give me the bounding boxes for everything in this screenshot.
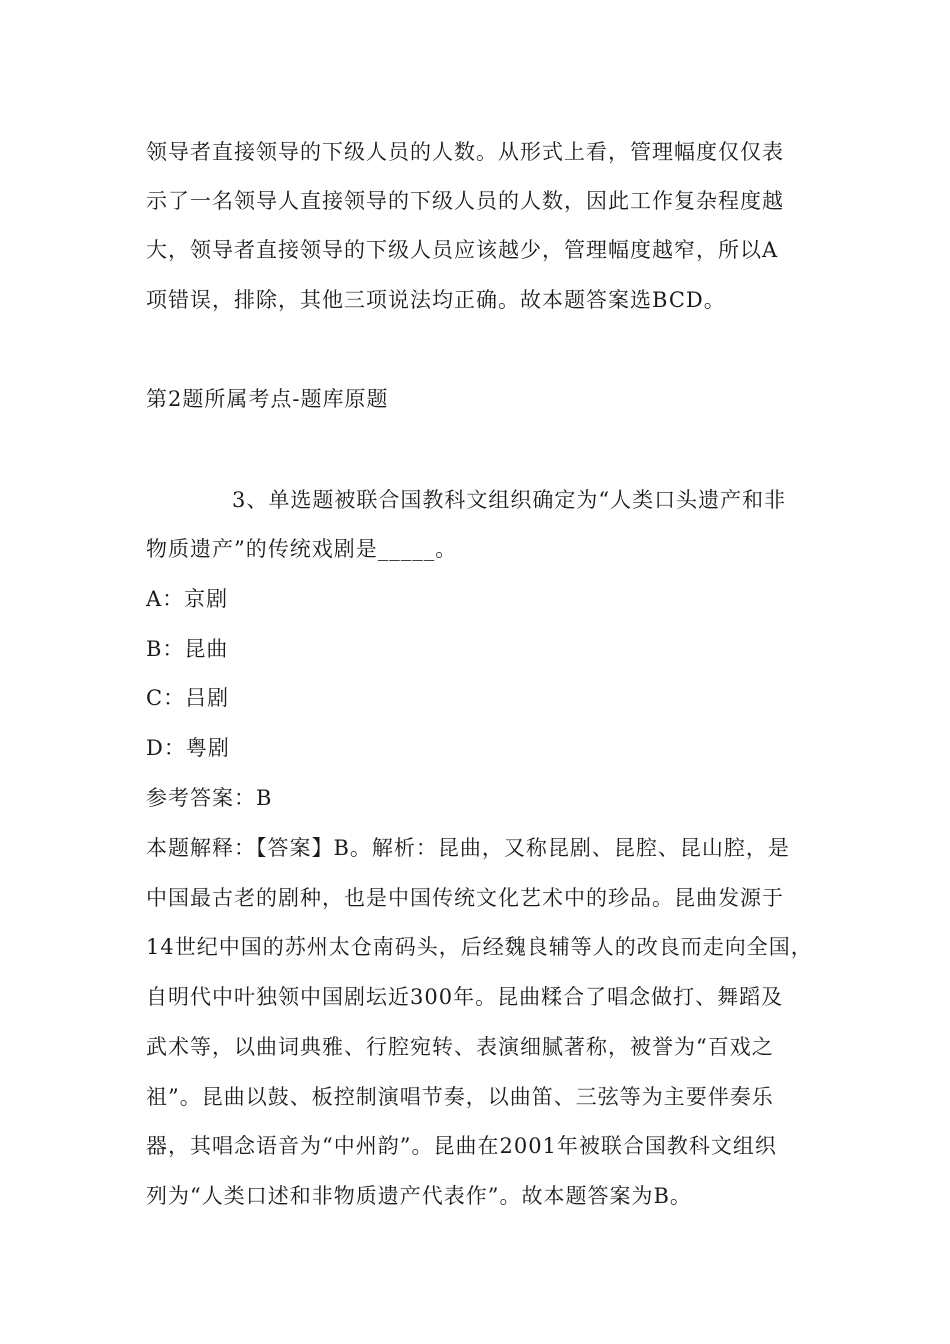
explanation-line-2: 中国最古老的剧种，也是中国传统文化艺术中的珍品。昆曲发源于 (146, 886, 784, 910)
explanation-line-3: 14世纪中国的苏州太仓南码头，后经魏良辅等人的改良而走向全国， (146, 935, 813, 959)
question-3-stem-line-1: 3、单选题被联合国教科文组织确定为“人类口头遗产和非 (232, 488, 787, 512)
reference-answer: 参考答案：B (146, 786, 273, 810)
option-c: C：吕剧 (146, 686, 230, 710)
explanation-line-7: 器，其唱念语音为“中州韵”。昆曲在2001年被联合国教科文组织 (146, 1134, 777, 1158)
option-b: B：昆曲 (146, 637, 229, 661)
option-d: D：粤剧 (146, 736, 230, 760)
question-2-point: 第2题所属考点-题库原题 (146, 387, 389, 411)
option-a: A：京剧 (146, 587, 229, 611)
question-3-stem-line-2: 物质遗产”的传统戏剧是_____。 (146, 537, 458, 561)
prev-explanation-line-2: 示了一名领导人直接领导的下级人员的人数，因此工作复杂程度越 (146, 189, 784, 213)
explanation-line-4: 自明代中叶独领中国剧坛近300年。昆曲糅合了唱念做打、舞蹈及 (146, 985, 784, 1009)
explanation-line-8: 列为“人类口述和非物质遗产代表作”。故本题答案为B。 (146, 1184, 692, 1208)
prev-explanation-line-3: 大，领导者直接领导的下级人员应该越少，管理幅度越窄，所以A (146, 238, 779, 262)
prev-explanation-line-1: 领导者直接领导的下级人员的人数。从形式上看，管理幅度仅仅表 (146, 140, 784, 164)
explanation-line-5: 武术等，以曲词典雅、行腔宛转、表演细腻著称，被誉为“百戏之 (146, 1035, 774, 1059)
explanation-line-6: 祖”。昆曲以鼓、板控制演唱节奏，以曲笛、三弦等为主要伴奏乐 (146, 1085, 774, 1109)
prev-explanation-line-4: 项错误，排除，其他三项说法均正确。故本题答案选BCD。 (146, 288, 726, 312)
explanation-line-1: 本题解释：【答案】B。解析：昆曲，又称昆剧、昆腔、昆山腔，是 (146, 836, 790, 860)
